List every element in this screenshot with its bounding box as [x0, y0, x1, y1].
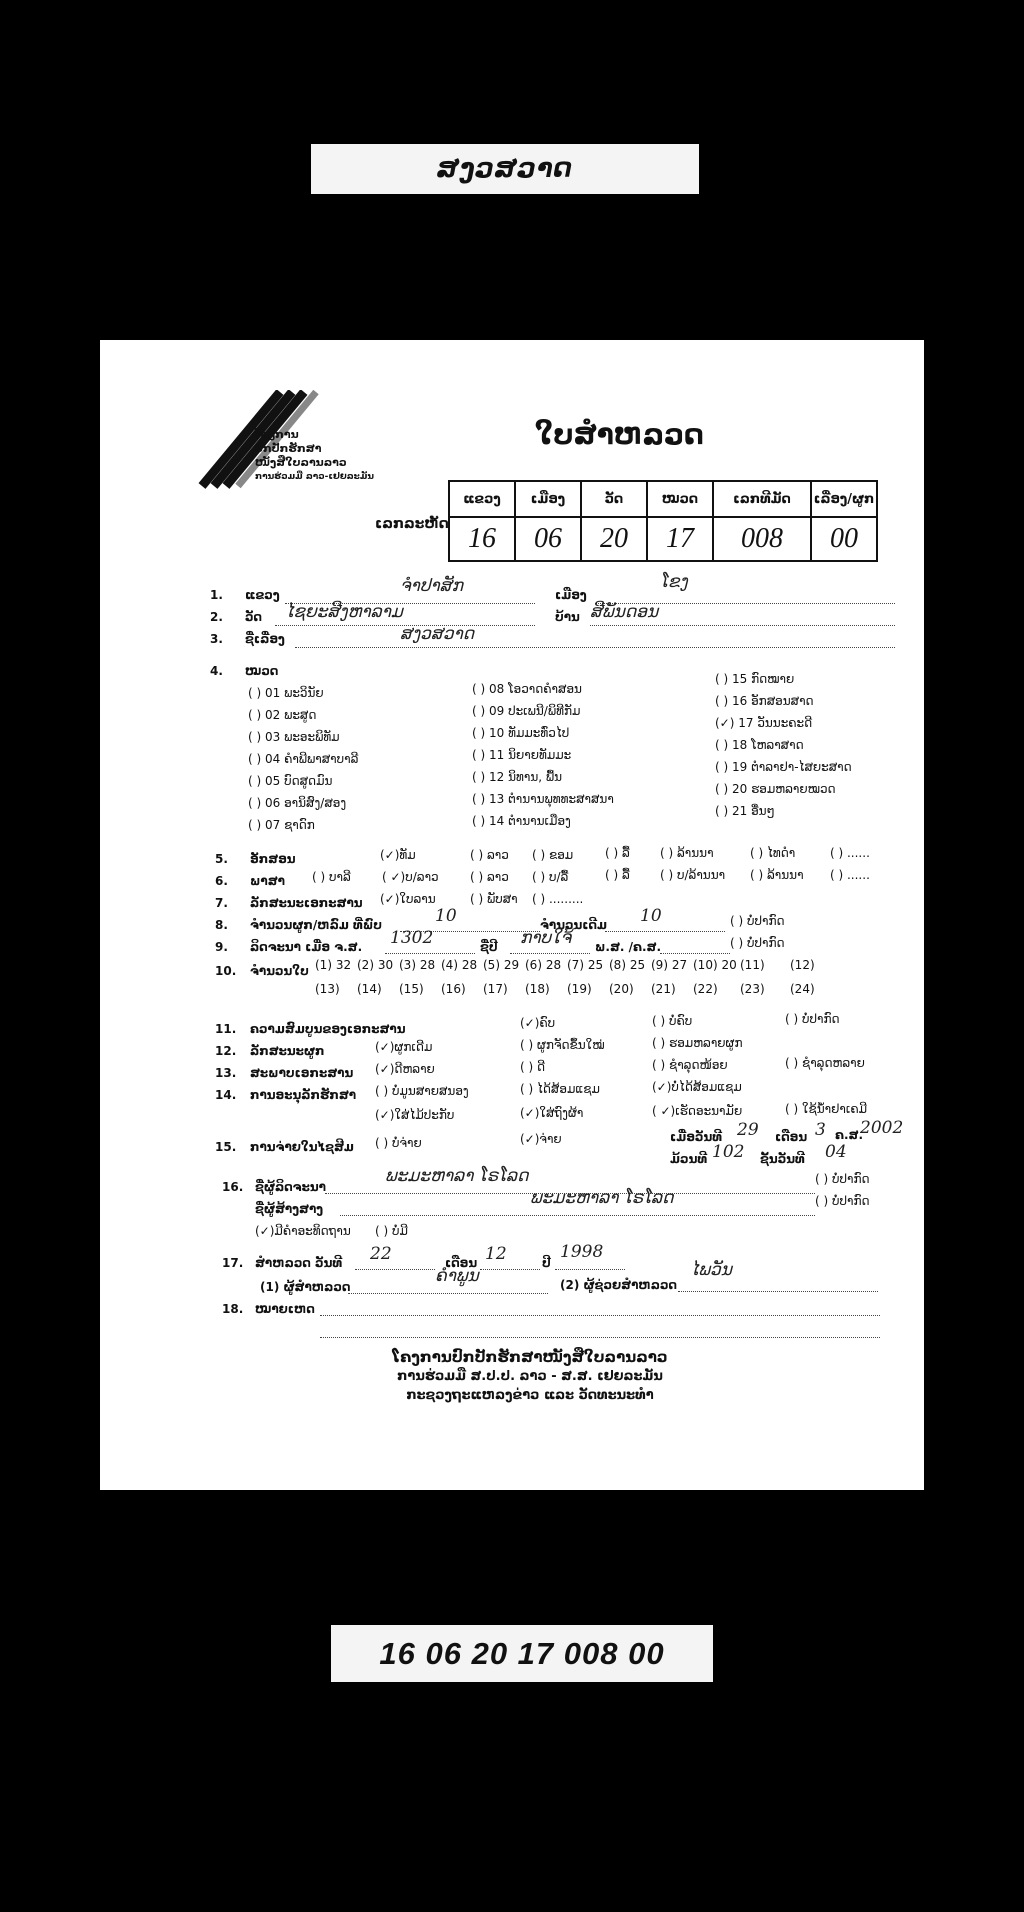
field-number: 6. — [215, 874, 228, 888]
condition-label: ສະພາບເອກະສານ — [250, 1066, 354, 1080]
sponsor-value: ພະມະຫາລາ ໂຣໂລດ — [530, 1188, 674, 1208]
completeness-option: (✓)ຄົບ — [520, 1016, 556, 1030]
code-value-cell: 008 — [713, 517, 811, 561]
code-table — [448, 480, 878, 562]
field-number: 16. — [222, 1180, 244, 1194]
script-option: ( ) ລາວ — [470, 848, 509, 862]
temple-value: ໄຊຍະສີງຫາລາມ — [285, 602, 403, 622]
category-option: ( ) 08 ໂອວາດຄຳສອນ — [472, 682, 582, 696]
fascicle-type-label: ລັກສະນະຜູກ — [250, 1044, 325, 1058]
leaf-count-cell: (24) — [790, 982, 815, 996]
leaf-count-cell: (21) — [651, 982, 676, 996]
province-value: ຈຳປາສັກ — [400, 576, 463, 596]
fascicle-count-value: 10 — [435, 906, 457, 926]
footer-line: ກະຊວງຖະແຫລງຂ່າວ ແລະ ວັດທະນະທຳ — [406, 1388, 654, 1403]
conservation-option: ( ) ບໍ່ມູນສາຍສນອງ — [375, 1084, 469, 1098]
assistant-value: ໄພວັນ — [690, 1260, 732, 1280]
code-value-row — [449, 517, 877, 561]
leaf-count-cell: (11) — [740, 958, 765, 972]
category-option: ( ) 06 ອານິສົງ/ສອງ — [248, 796, 347, 810]
material-option: ( ) ພັບສາ — [470, 892, 518, 906]
province-label: ແຂວງ — [245, 588, 280, 602]
temple-label: ວັດ — [245, 610, 263, 624]
code-label: ເລກລະຫັດ — [375, 516, 449, 532]
script-option: ( ) ...... — [830, 846, 870, 860]
survey-year-value: 1998 — [560, 1242, 604, 1262]
leaf-count-cell: (16) — [441, 982, 466, 996]
category-option: (✓) 17 ວັນນະຄະດີ — [715, 716, 813, 730]
field-number: 3. — [210, 632, 223, 646]
leaf-count-cell: (6) 28 — [525, 958, 562, 972]
category-option: ( ) 18 ໂຫລາສາດ — [715, 738, 804, 752]
category-option: ( ) 13 ຕຳນານພຸທທະສາສນາ — [472, 792, 614, 806]
script-option: ( ) ໄທດຳ — [750, 846, 796, 860]
completeness-option: ( ) ບໍ່ປາກົດ — [785, 1012, 840, 1026]
footer-org-block — [350, 1348, 710, 1405]
category-option: ( ) 12 ນິທານ, ພື້ນ — [472, 770, 562, 784]
leaf-count-cell: (1) 32 — [315, 958, 352, 972]
no-blessing-option: ( ) ບໍ່ມີ — [375, 1224, 408, 1238]
code-value-cell: 20 — [581, 517, 647, 561]
form-title: ໃບສຳຫລວດ — [535, 418, 704, 451]
district-label: ເມືອງ — [555, 588, 587, 602]
blessing-option: (✓)ມີຄຳອະທິດຖານ — [255, 1224, 351, 1238]
leaf-count-label: ຈຳນວນໃບ — [250, 964, 309, 978]
script-option: (✓)ທັມ — [380, 848, 416, 862]
survey-year-label: ປີ — [542, 1256, 551, 1270]
unknown-option: ( ) ບໍ່ປາກົດ — [730, 936, 785, 950]
survey-month-value: 12 — [485, 1244, 507, 1264]
code-header-cell: ເລື່ອງ/ຜູກ — [811, 481, 877, 517]
category-option: ( ) 11 ນິຍາຍທັມມະ — [472, 748, 572, 762]
field-number: 14. — [215, 1088, 237, 1102]
leaf-count-cell: (13) — [315, 982, 340, 996]
field-number: 4. — [210, 664, 223, 678]
field-number: 5. — [215, 852, 228, 866]
story-title-label: ຊື່ເລື່ອງ — [245, 632, 285, 646]
language-option: ( ) ລ້ານນາ — [750, 868, 804, 882]
script-option: ( ) ລ້ານນາ — [660, 846, 714, 860]
category-option: ( ) 01 ພະວິນັຍ — [248, 686, 324, 700]
distribution-option: (✓)ຈ່າຍ — [520, 1132, 562, 1146]
field-number: 12. — [215, 1044, 237, 1058]
material-option: (✓)ໃບລານ — [380, 892, 436, 906]
category-option: ( ) 20 ຮອມຫລາຍໝວດ — [715, 782, 836, 796]
code-header-cell: ແຂວງ — [449, 481, 515, 517]
leaf-count-cell: (14) — [357, 982, 382, 996]
distribution-label: ການຈ່າຍໃນໄຊສີມ — [250, 1140, 354, 1154]
unknown-option: ( ) ບໍ່ປາກົດ — [815, 1194, 870, 1208]
category-option: ( ) 03 ພະອະພິທັມ — [248, 730, 340, 744]
language-option: ( ) ບາລີ — [312, 870, 351, 884]
code-header-cell: ວັດ — [581, 481, 647, 517]
roll-label: ມ້ວນທີ — [670, 1152, 708, 1166]
logo-text: ໂຄງການ ປົກປັກຮັກສາ ໜັງສືໃບລານລາວ ການຮ່ວມມື ລາວ-ເຢຍລະມັນ — [255, 428, 374, 482]
leaf-count-cell: (23) — [740, 982, 765, 996]
code-value-cell: 17 — [647, 517, 713, 561]
survey-month-label: ເດືອນ — [445, 1256, 478, 1270]
code-label-card — [331, 1625, 713, 1682]
leaf-count-cell: (3) 28 — [399, 958, 436, 972]
conservation-month-value: 3 — [815, 1120, 826, 1140]
leaf-count-cell: (2) 30 — [357, 958, 394, 972]
completeness-option: ( ) ບໍ່ຄົບ — [652, 1014, 693, 1028]
title-label-card — [311, 144, 699, 194]
category-option: ( ) 10 ທັມມະທົ່ວໄປ — [472, 726, 570, 740]
conservation-year-value: 2002 — [860, 1118, 904, 1138]
original-count-value: 10 — [640, 906, 662, 926]
be-ad-label: ພ.ສ. /ຄ.ສ. — [595, 940, 662, 954]
leaf-count-cell: (17) — [483, 982, 508, 996]
conservation-option: (✓)ໃສ່ຖົງຜ້າ — [520, 1106, 584, 1120]
material-label: ລັກສະນະເອກະສານ — [250, 896, 363, 910]
code-value-cell: 16 — [449, 517, 515, 561]
category-option: ( ) 09 ປະເພນີ/ພິທີກັມ — [472, 704, 581, 718]
script-option: ( ) ລື້ — [605, 846, 630, 860]
language-option: ( ) ບ/ລື້ — [532, 870, 569, 884]
category-option: ( ) 19 ຕຳລາຢາ-ໄສຍະສາດ — [715, 760, 852, 774]
category-option: ( ) 02 ພະສູດ — [248, 708, 317, 722]
category-option: ( ) 21 ອື່ນໆ — [715, 804, 775, 818]
written-date-label: ລິດຈະນາ ເມື່ອ ຈ.ສ. — [250, 940, 363, 954]
scribe-value: ພະມະຫາລາ ໂຣໂລດ — [385, 1166, 529, 1186]
language-option: ( ✓)ບ/ລາວ — [382, 870, 439, 884]
category-option: ( ) 15 ກົດໝາຍ — [715, 672, 795, 686]
code-header-cell: ເມືອງ — [515, 481, 581, 517]
unknown-option: ( ) ບໍ່ປາກົດ — [815, 1172, 870, 1186]
leaf-count-cell: (18) — [525, 982, 550, 996]
leaf-count-cell: (19) — [567, 982, 592, 996]
language-option: ( ) ...... — [830, 868, 870, 882]
distribution-option: ( ) ບໍ່ຈ່າຍ — [375, 1136, 422, 1150]
leaf-count-cell: (10) 20 — [693, 958, 737, 972]
year-name-label: ຊື່ປີ — [480, 940, 498, 954]
fascicle-type-option: ( ) ຜູກຈັດຂຶ້ນໃໝ່ — [520, 1038, 605, 1052]
code-header-cell: ໝວດ — [647, 481, 713, 517]
field-number: 15. — [215, 1140, 237, 1154]
language-option: ( ) ລື້ — [605, 868, 630, 882]
conservation-option: (✓)ໃສ່ໄມ້ປະກັບ — [375, 1108, 455, 1122]
script-option: ( ) ຂອມ — [532, 848, 574, 862]
leaf-count-cell: (9) 27 — [651, 958, 688, 972]
original-count-label: ຈຳນວນເດີມ — [540, 918, 608, 932]
cs-year-value: 1302 — [390, 928, 434, 948]
completeness-label: ຄວາມສົມບູນຂອງເອກະສານ — [250, 1022, 406, 1036]
field-number: 7. — [215, 896, 228, 910]
conservation-option: ( ) ໃຊ້ນ້ຳຢາເຄມີ — [785, 1102, 868, 1116]
village-value: ສີພັນດອນ — [590, 602, 659, 622]
category-label: ໝວດ — [245, 664, 279, 678]
conservation-month-label: ເດືອນ — [775, 1130, 808, 1144]
remarks-label: ໝາຍເຫດ — [255, 1302, 315, 1316]
conservation-label: ການອະນຸລັກຮັກສາ — [250, 1088, 357, 1102]
district-value: ໂຂງ — [660, 572, 688, 592]
conservation-option: ( ) ໄດ້ສ້ອມແຊມ — [520, 1082, 600, 1096]
field-number: 10. — [215, 964, 237, 978]
survey-form-sheet — [100, 340, 924, 1490]
sponsor-label: ຊື່ຜູ້ສ້າງສາງ — [255, 1202, 324, 1216]
code-header-cell: ເລກທີມັດ — [713, 481, 811, 517]
year-name-value: ກາບໃຈ້ — [520, 928, 572, 948]
fascicle-count-label: ຈຳນວນຜູກ/ຫລົມ ທີ່ພົບ — [250, 918, 382, 932]
field-number: 8. — [215, 918, 228, 932]
shelf-value: 04 — [825, 1142, 847, 1162]
surveyor-label: (1) ຜູ້ສຳຫລວດ — [260, 1280, 351, 1294]
condition-option: ( ) ດີ — [520, 1060, 546, 1074]
survey-day-value: 22 — [370, 1244, 392, 1264]
field-number: 13. — [215, 1066, 237, 1080]
manuscript-title-label: ສງວສວາດ — [436, 154, 574, 184]
roll-value: 102 — [712, 1142, 745, 1162]
surveyor-value: ຄຳພູນ — [435, 1266, 479, 1286]
leaf-count-cell: (8) 25 — [609, 958, 646, 972]
leaf-count-cell: (15) — [399, 982, 424, 996]
script-label: ອັກສອນ — [250, 852, 296, 866]
fascicle-type-option: (✓)ຜູກເດີມ — [375, 1040, 433, 1054]
category-option: ( ) 05 ບົດສູດມົນ — [248, 774, 333, 788]
conservation-option: ( ✓)ເຮັດອະນາມັຍ — [652, 1104, 743, 1118]
leaf-count-cell: (5) 29 — [483, 958, 520, 972]
conservation-year-label: ຄ.ສ. — [835, 1128, 864, 1142]
language-label: ພາສາ — [250, 874, 285, 888]
assistant-label: (2) ຜູ້ຊ່ວຍສຳຫລວດ — [560, 1278, 678, 1292]
leaf-count-cell: (7) 25 — [567, 958, 604, 972]
unknown-option: ( ) ບໍ່ປາກົດ — [730, 914, 785, 928]
village-label: ບ້ານ — [555, 610, 580, 624]
code-value-cell: 06 — [515, 517, 581, 561]
language-option: ( ) ບ/ລ້ານນາ — [660, 868, 726, 882]
condition-option: ( ) ຊຳລຸດໜ້ອຍ — [652, 1058, 728, 1072]
story-title-value: ສງວສວາດ — [400, 624, 475, 644]
field-number: 9. — [215, 940, 228, 954]
field-number: 17. — [222, 1256, 244, 1270]
field-number: 18. — [222, 1302, 244, 1316]
footer-line: ການຮ່ວມມື ສ.ປ.ປ. ລາວ - ສ.ສ. ເຢຍລະມັນ — [397, 1369, 663, 1384]
condition-option: (✓)ດີຫລາຍ — [375, 1062, 435, 1076]
material-option: ( ) ......... — [532, 892, 584, 906]
survey-date-label: ສຳຫລວດ ວັນທີ — [255, 1256, 343, 1270]
code-value-cell: 00 — [811, 517, 877, 561]
leaf-count-cell: (20) — [609, 982, 634, 996]
field-number: 1. — [210, 588, 223, 602]
category-option: ( ) 16 ອັກສອນສາດ — [715, 694, 814, 708]
condition-option: ( ) ຊຳລຸດຫລາຍ — [785, 1056, 865, 1070]
manuscript-code-label: 16 06 20 17 008 00 — [379, 1635, 665, 1671]
footer-line: ໂຄງການປົກປັກຮັກສາໜັງສືໃບລານລາວ — [392, 1348, 668, 1366]
conservation-date-label: ເມື່ອວັນທີ — [670, 1130, 723, 1144]
category-option: ( ) 04 ຄຳພີພາສາບາລີ — [248, 752, 359, 766]
language-option: ( ) ລາວ — [470, 870, 509, 884]
field-number: 2. — [210, 610, 223, 624]
shelf-label: ຊັ້ນວັນທີ — [760, 1152, 805, 1166]
code-header-row — [449, 481, 877, 517]
category-option: ( ) 14 ຕຳນານເມືອງ — [472, 814, 571, 828]
conservation-option: (✓)ບໍ່ໄດ້ສ້ອມແຊມ — [652, 1080, 742, 1094]
field-number: 11. — [215, 1022, 237, 1036]
leaf-count-cell: (4) 28 — [441, 958, 478, 972]
leaf-count-cell: (12) — [790, 958, 815, 972]
fascicle-type-option: ( ) ຮອມຫລາຍຜູກ — [652, 1036, 743, 1050]
conservation-day-value: 29 — [737, 1120, 759, 1140]
category-option: ( ) 07 ຊາດົກ — [248, 818, 315, 832]
leaf-count-cell: (22) — [693, 982, 718, 996]
scribe-label: ຊື່ຜູ້ລິດຈະນາ — [255, 1180, 326, 1194]
